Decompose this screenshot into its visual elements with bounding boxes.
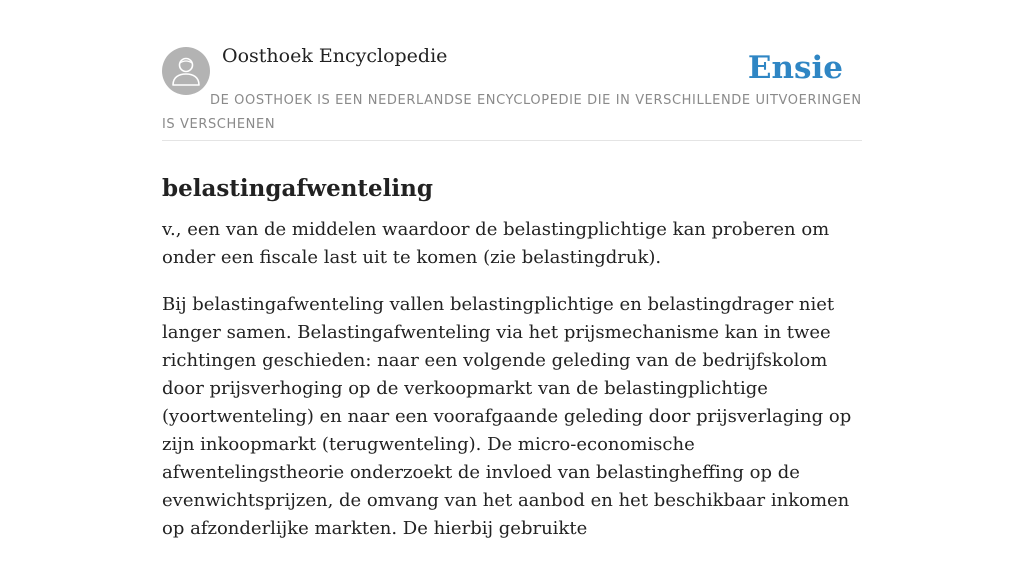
- article-title: belastingafwenteling: [162, 175, 433, 203]
- article-body: [162, 216, 866, 562]
- article-paragraph: Bij belastingafwenteling vallen belastingplichtige en belastingdrager niet langer samen. Belastingafwenteling via het prijsmechanisme kan in twee richtingen geschieden: naar een volgende geleding van de bedrijfskolom door prijsverhoging op de verkoopmarkt van de belastingplichtige (yoortwenteling) en naar een voorafgaande geleding door prijsverlaging op zijn inkoopmarkt (terugwenteling). De micro-economische afwentelingstheorie onderzoekt de invloed van belastingheffing op de evenwichtsprijzen, de omvang van het aanbod en het beschikbaar inkomen op afzonderlijke markten. De hierbij gebruikte: [162, 294, 852, 539]
- source-header: [162, 0, 862, 141]
- user-icon: [171, 55, 201, 87]
- ensie-logo[interactable]: Ensie: [747, 50, 843, 86]
- source-name[interactable]: Oosthoek Encyclopedie: [222, 45, 448, 67]
- article-container: [162, 0, 862, 539]
- article-paragraph: v., een van de middelen waardoor de belastingplichtige kan proberen om onder een fiscale last uit te komen (zie belastingdruk).: [162, 219, 830, 268]
- avatar[interactable]: [162, 47, 210, 95]
- source-description: DE OOSTHOEK IS EEN NEDERLANDSE ENCYCLOPEDIE DIE IN VERSCHILLENDE UITVOERINGEN IS VERSCHENEN: [162, 93, 862, 132]
